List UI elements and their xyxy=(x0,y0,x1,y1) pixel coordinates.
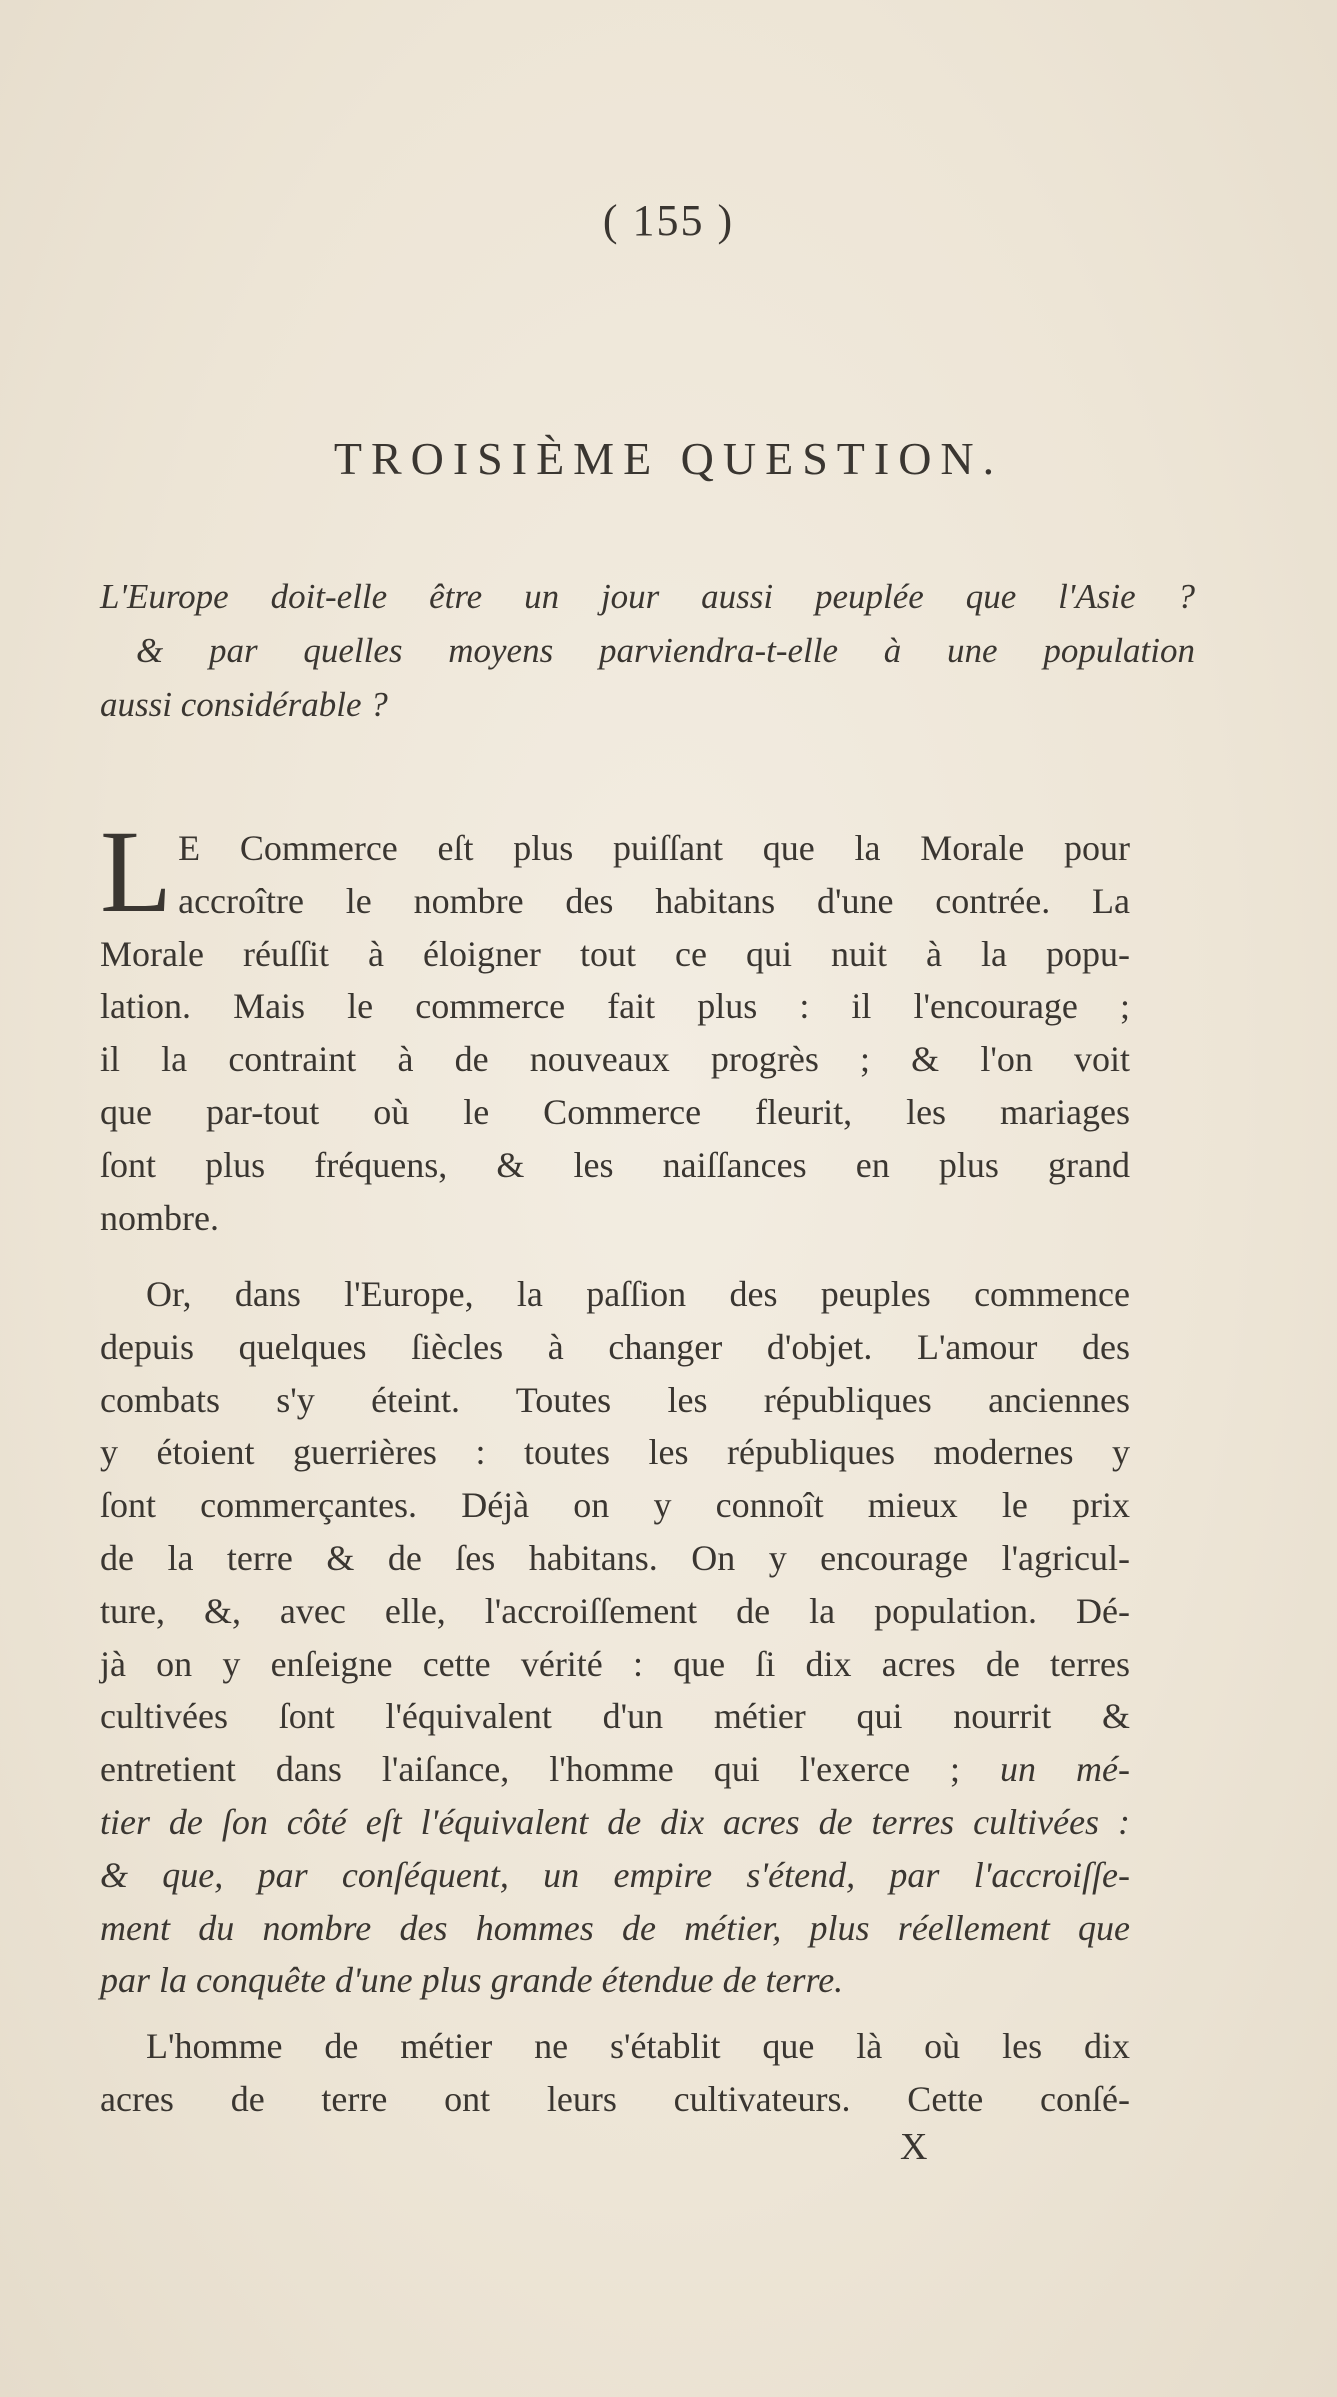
text-line: combats s'y éteint. Toutes les républiques anciennes xyxy=(100,1379,1130,1420)
text-line: Morale réuſſit à éloigner tout ce qui nuit à la popu- xyxy=(100,933,1130,974)
italic-segment: un mé- xyxy=(1000,1749,1130,1790)
text-line: E Commerce eſt plus puiſſant que la Morale pour xyxy=(178,828,1130,868)
text-line: depuis quelques ſiècles à changer d'objet. L'amour des xyxy=(100,1326,1130,1367)
text-line: y étoient guerrières : toutes les républiques modernes y xyxy=(100,1432,1130,1473)
paragraph-1 xyxy=(100,806,1130,1244)
text-line: acres de terre ont leurs cultivateurs. Cette conſé- xyxy=(100,2078,1130,2119)
text-line: il la contraint à de nouveaux progrès ; & l'on voit xyxy=(100,1039,1130,1080)
italic-text-line: & que, par conſéquent, un empire s'étend, par l'accroiſſe- xyxy=(100,1854,1130,1895)
text-line: de la terre & de ſes habitans. On y encourage l'agricul- xyxy=(100,1537,1130,1578)
catchword: X xyxy=(900,2126,929,2168)
text-line: nombre. xyxy=(100,1197,219,1238)
question-line: L'Europe doit-elle être un jour aussi peuplée que l'Asie ? xyxy=(100,577,1195,616)
drop-cap: L xyxy=(100,806,173,937)
page-number: ( 155 ) xyxy=(602,196,735,245)
text-line: lation. Mais le commerce fait plus : il l'encourage ; xyxy=(100,986,1130,1027)
question-line: & par quelles moyens parviendra-t-elle à une population xyxy=(136,631,1195,670)
text-line: L'homme de métier ne s'établit que là où les dix xyxy=(146,2026,1130,2066)
text-line: ſont commerçantes. Déjà on y connoît mieux le prix xyxy=(100,1485,1130,1526)
italic-text-line: par la conquête d'une plus grande étendue de terre. xyxy=(100,1960,844,2001)
text-line: accroître le nombre des habitans d'une contrée. La xyxy=(178,880,1130,921)
question-text xyxy=(100,570,1195,732)
text-line: Or, dans l'Europe, la paſſion des peuples commence xyxy=(146,1274,1130,1314)
text-line: cultivées ſont l'équivalent d'un métier qui nourrit & xyxy=(100,1696,1130,1737)
text-line: ture, &, avec elle, l'accroiſſement de la population. Dé- xyxy=(100,1590,1130,1631)
text-segment: entretient dans l'aiſance, l'homme qui l'exerce ; xyxy=(100,1749,1001,1790)
paragraph-2 xyxy=(100,1268,1130,2007)
text-line: jà on y enſeigne cette vérité : que ſi dix acres de terres xyxy=(100,1643,1130,1684)
paragraph-3 xyxy=(100,2020,1130,2126)
text-line xyxy=(100,1743,1130,1796)
italic-text-line: ment du nombre des hommes de métier, plus réellement que xyxy=(100,1907,1130,1948)
question-line: aussi considérable ? xyxy=(100,685,388,724)
text-line: ſont plus fréquens, & les naiſſances en plus grand xyxy=(100,1144,1130,1185)
chapter-heading: TROISIÈME QUESTION. xyxy=(333,433,1004,484)
italic-text-line: tier de ſon côté eſt l'équivalent de dix acres de terres cultivées : xyxy=(100,1801,1130,1842)
text-line: que par-tout où le Commerce fleurit, les mariages xyxy=(100,1091,1130,1132)
